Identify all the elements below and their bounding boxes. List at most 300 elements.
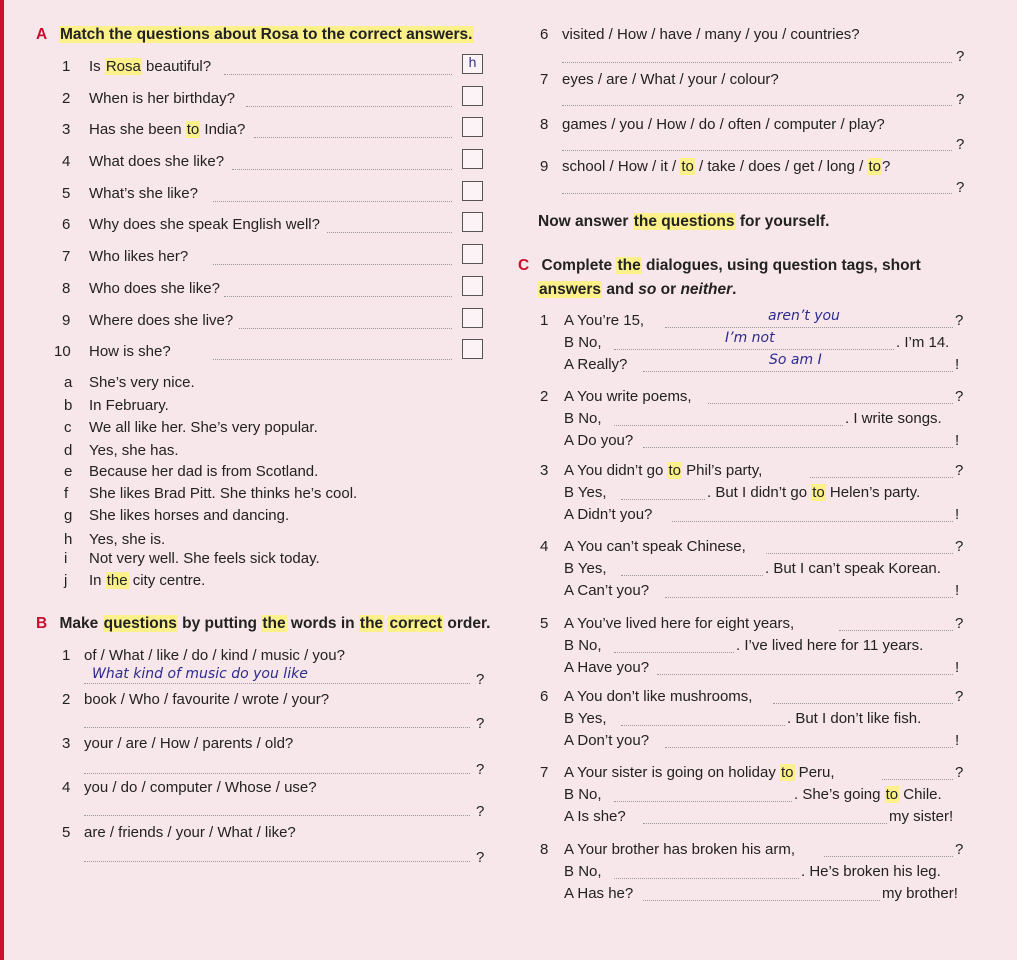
question-text [89,247,188,267]
highlight: the [106,572,128,589]
question-number [62,311,70,331]
item-number [540,25,548,45]
answer-box[interactable] [462,86,483,106]
answer-text [89,396,169,416]
dialogue-line [564,505,652,525]
dialogue-number [540,311,548,331]
now-answer-instruction: Now answer the questions for yourself. [538,213,830,230]
question-number: 4 [62,153,71,170]
dialogue-line [564,709,607,729]
section-a-heading [36,25,474,45]
dialogue-line [564,483,607,503]
speaker-label: A [564,582,574,599]
answer-dotted-line[interactable] [562,105,952,106]
text: We all like her. She’s very popular. [89,419,318,436]
text: city centre. [128,572,206,589]
dialogue-end [801,862,941,882]
text: 3 [62,735,71,752]
speaker-label: A [564,732,574,749]
dialogue-text: Helen’s party. [825,484,921,501]
question-mark [476,802,484,822]
text: ? [476,715,485,732]
dialogue-text: . He’s broken his leg. [801,863,941,880]
text: 5 [540,615,549,632]
question-number: 8 [62,280,71,297]
dialogue-text: Don’t you? [577,732,650,749]
question-number: 10 [54,343,71,360]
answer-dotted-line[interactable] [643,447,953,448]
dialogue-end [955,537,963,557]
question-text [89,279,220,299]
answer-box[interactable] [462,117,483,137]
text: India? [200,121,246,138]
dialogue-end [845,409,942,429]
dialogue-text: Your sister is going on holiday [577,764,780,781]
speaker-label: B [564,560,575,577]
text: book / Who / favourite / wrote / your? [84,691,330,708]
answer-dotted-line[interactable] [824,856,953,857]
highlight: to [781,764,794,781]
item-number [540,115,548,135]
answer-dotted-line[interactable] [614,652,734,653]
answer-box[interactable] [462,308,483,328]
answer-letter [64,462,72,482]
dialogue-text: ? [955,764,964,781]
text: Is [89,58,105,75]
speaker-label: A [564,506,574,523]
dialogue-number [540,614,548,634]
scrambled-prompt [562,115,885,135]
dialogue-text: You can’t speak Chinese, [577,538,746,555]
speaker-label: A [564,688,574,705]
answer-dotted-line[interactable] [621,575,763,576]
section-b-title: Make questions by putting the words in the correct order. [59,615,491,632]
answer-dotted-line[interactable] [84,861,470,862]
dialogue-text: No, [578,410,602,427]
answer-dotted-line[interactable] [254,137,452,138]
answer-text [89,462,318,482]
answer-dotted-line[interactable] [239,328,452,329]
dialogue-end [794,785,942,805]
text: 3 [540,462,549,479]
speaker-label: B [564,710,575,727]
answer-dotted-line[interactable] [621,499,705,500]
text: When is her birthday? [89,90,235,107]
question-mark [956,178,964,198]
answer-dotted-line[interactable] [84,683,470,684]
text: 8 [540,841,549,858]
answer-letter [64,549,67,569]
dialogue-end [955,687,963,707]
dialogue-text: ? [955,388,964,405]
highlight: to [681,158,694,175]
handwritten-answer: What kind of music do you like [92,666,308,682]
dialogue-line [564,614,794,634]
answer-text [89,506,289,526]
answer-box[interactable] [462,244,483,264]
answer-letter [64,484,68,504]
question-number: 7 [62,248,71,265]
speaker-label: A [564,388,574,405]
answer-dotted-line[interactable] [232,169,452,170]
dialogue-text: Has he? [577,885,634,902]
question-number [62,184,70,204]
dialogue-line [564,763,835,783]
dialogue-text: ? [955,538,964,555]
question-text [89,57,211,77]
answer-text [89,441,179,461]
question-mark [476,714,484,734]
text: 1 [540,312,549,329]
dialogue-text: Really? [577,356,628,373]
question-text [89,311,233,331]
dialogue-line [564,311,644,331]
text: What’s she like? [89,185,198,202]
dialogue-end [889,807,953,827]
dialogue-text: ! [955,582,960,599]
dialogue-line [564,840,795,860]
dialogue-line [564,731,649,751]
speaker-label: B [564,786,575,803]
section-c-title-line2: answers and so or neither. [539,281,737,298]
text: 2 [540,388,549,405]
answer-box[interactable] [462,276,483,296]
handwritten-answer [768,306,840,326]
answer-text [89,418,318,438]
text: ? [956,48,965,65]
speaker-label: A [564,615,574,632]
speaker-label: B [564,334,575,351]
text: 2 [62,691,71,708]
handwritten-answer [769,350,822,370]
answer-dotted-line[interactable] [614,801,792,802]
answer-letter: c [64,419,72,436]
dialogue-text: Phil’s party, [681,462,763,479]
dialogue-text: . I write songs. [845,410,942,427]
answer-dotted-line[interactable] [213,201,452,202]
question-mark [476,760,484,780]
handwritten-answer: So am I [769,352,822,368]
text: 8 [540,116,549,133]
question-mark [476,848,484,868]
question-number: 5 [62,185,71,202]
scrambled-prompt [562,70,779,90]
answer-dotted-line[interactable] [562,62,952,63]
question-mark [476,670,484,690]
answer-dotted-line[interactable] [621,725,785,726]
answer-letter [64,373,72,393]
text: In [89,572,106,589]
answer-dotted-line[interactable] [643,823,887,824]
answer-dotted-line[interactable] [665,597,953,598]
dialogue-text: Yes, [577,710,607,727]
answer-dotted-line[interactable] [614,425,843,426]
scrambled-prompt [84,734,293,754]
answer-dotted-line[interactable] [614,878,800,879]
answer-dotted-line[interactable] [665,747,953,748]
text: ? [476,761,485,778]
question-mark [956,135,964,155]
dialogue-end [955,731,959,751]
answer-dotted-line[interactable] [562,193,952,194]
question-number [62,215,70,235]
answer-dotted-line[interactable] [224,296,452,297]
answer-letter [64,441,72,461]
dialogue-text: . I’ve lived here for 11 years. [736,637,924,654]
text: Not very well. She feels sick today. [89,550,320,567]
text: / take / does / get / long / [694,158,868,175]
text: In February. [89,397,169,414]
answer-letter: g [64,507,73,524]
dialogue-text: . She’s going [794,786,885,803]
question-number [62,120,70,140]
text: Yes, she is. [89,531,166,548]
scrambled-prompt [562,25,860,45]
text: ? [956,179,965,196]
dialogue-text: ! [955,732,960,749]
section-c-letter: C [518,257,530,274]
question-number [62,152,70,172]
answer-dotted-line[interactable] [665,327,953,328]
text: What does she like? [89,153,225,170]
answer-dotted-line[interactable] [766,553,953,554]
question-text [89,184,198,204]
speaker-label: A [564,885,574,902]
answer-dotted-line[interactable] [614,349,895,350]
dialogue-text: No, [578,334,602,351]
answer-text [89,373,195,393]
answer-dotted-line[interactable] [84,773,470,774]
answer-text [89,549,320,569]
text: eyes / are / What / your / colour? [562,71,779,88]
answer-dotted-line[interactable] [224,74,452,75]
question-number: 6 [62,216,71,233]
text: She likes Brad Pitt. She thinks he’s cool. [89,485,358,502]
highlight: to [885,786,899,803]
scrambled-prompt [84,778,317,798]
dialogue-number [540,687,548,707]
dialogue-text: ! [955,356,960,373]
dialogue-text: No, [578,863,602,880]
answer-box[interactable] [462,339,483,359]
answer-letter: i [64,550,68,567]
answer-dotted-line[interactable] [657,674,952,675]
dialogue-text: You didn’t go [577,462,668,479]
handwritten-answer [725,328,775,348]
dialogue-text: ? [955,841,964,858]
text: 4 [540,538,549,555]
dialogue-end [955,461,963,481]
answer-dotted-line[interactable] [643,900,880,901]
dialogue-line [564,785,602,805]
dialogue-text: . But I don’t like fish. [787,710,922,727]
dialogue-text: . I’m 14. [896,334,950,351]
dialogue-number [540,461,548,481]
text: ? [882,158,891,175]
answer-letter [64,506,72,526]
text: 7 [540,764,549,781]
dialogue-end [955,763,963,783]
answer-letter: b [64,397,73,414]
answer-dotted-line[interactable] [562,150,952,151]
text: games / you / How / do / often / computer / play? [562,116,885,133]
speaker-label: A [564,659,574,676]
dialogue-line [564,409,602,429]
dialogue-text: Didn’t you? [577,506,653,523]
speaker-label: A [564,356,574,373]
answer-dotted-line[interactable] [84,815,470,816]
question-number [54,342,71,362]
scrambled-prompt [84,646,345,666]
item-number [540,157,548,177]
text: 6 [540,26,549,43]
question-number [62,89,70,109]
dialogue-text: You don’t like mushrooms, [577,688,753,705]
dialogue-text: my brother! [882,885,958,902]
dialogue-text: . But I didn’t go [707,484,812,501]
text: 9 [540,158,549,175]
item-number [62,690,70,710]
answer-letter [64,418,72,438]
question-mark [956,90,964,110]
answer-letter: h [64,531,73,548]
dialogue-line [564,636,602,656]
text: 4 [62,779,71,796]
text: She’s very nice. [89,374,195,391]
section-b-letter: B [36,615,48,632]
dialogue-number [540,537,548,557]
speaker-label: B [564,410,575,427]
question-number: 1 [62,58,71,75]
dialogue-line [564,387,692,407]
dialogue-line [564,687,752,707]
dialogue-text: You’re 15, [577,312,645,329]
question-text [89,89,235,109]
scrambled-prompt [84,690,329,710]
answer-dotted-line[interactable] [839,630,953,631]
dialogue-line [564,807,626,827]
question-number [62,279,70,299]
dialogue-text: ! [955,659,960,676]
answer-dotted-line[interactable] [708,403,953,404]
dialogue-end [707,483,920,503]
text: ? [956,136,965,153]
text: are / friends / your / What / like? [84,824,296,841]
dialogue-line [564,862,602,882]
speaker-label: B [564,863,575,880]
question-text [89,215,320,235]
question-text [89,152,224,172]
highlight: to [812,484,825,501]
answer-dotted-line[interactable] [643,371,953,372]
question-number [62,57,70,77]
answer-text [89,484,357,504]
speaker-label: B [564,484,575,501]
highlight: to [186,121,200,138]
answer-letter [64,571,67,591]
answer-dotted-line[interactable] [882,779,953,780]
text: your / are / How / parents / old? [84,735,294,752]
dialogue-end [955,355,959,375]
dialogue-text: ? [955,462,964,479]
dialogue-number [540,387,548,407]
speaker-label: A [564,764,574,781]
answer-dotted-line[interactable] [213,359,452,360]
text: How is she? [89,343,171,360]
dialogue-line [564,461,762,481]
answer-dotted-line[interactable] [773,703,952,704]
dialogue-text: ! [955,432,960,449]
dialogue-end [955,431,959,451]
dialogue-end [955,658,959,678]
text: ? [956,91,965,108]
dialogue-line [564,581,649,601]
dialogue-end [955,840,963,860]
dialogue-end [955,581,959,601]
answer-text [89,530,165,550]
answer-letter: j [64,572,68,589]
answer-box[interactable] [462,149,483,169]
dialogue-line [564,355,627,375]
dialogue-line [564,333,602,353]
dialogue-text: ! [955,506,960,523]
scrambled-prompt [84,823,296,843]
dialogue-end [765,559,941,579]
text: visited / How / have / many / you / countries? [562,26,860,43]
answer-letter: a [64,374,73,391]
section-b-heading [36,614,490,634]
dialogue-end [787,709,921,729]
scrambled-prompt [562,157,890,177]
answer-dotted-line[interactable] [213,264,452,265]
answer-letter [64,396,72,416]
text: Where does she live? [89,312,234,329]
dialogue-text: Have you? [577,659,650,676]
speaker-label: A [564,841,574,858]
answer-dotted-line[interactable] [672,521,953,522]
answer-box[interactable] [462,181,483,201]
dialogue-end [896,333,949,353]
dialogue-text: You’ve lived here for eight years, [577,615,795,632]
dialogue-line [564,431,633,451]
dialogue-text: Is she? [577,808,626,825]
dialogue-text: . But I can’t speak Korean. [765,560,941,577]
answer-dotted-line[interactable] [327,232,452,233]
answer-box[interactable]: h [462,54,483,74]
answer-dotted-line[interactable] [246,106,452,107]
item-number [62,734,70,754]
text: Who does she like? [89,280,220,297]
handwritten-answer [92,664,308,684]
text: ? [476,671,485,688]
text: of / What / like / do / kind / music / you? [84,647,345,664]
speaker-label: A [564,312,574,329]
answer-dotted-line[interactable] [810,477,953,478]
answer-dotted-line[interactable] [84,727,470,728]
answer-letter: d [64,442,73,459]
dialogue-text: Yes, [577,560,607,577]
text: Why does she speak English well? [89,216,320,233]
text: school / How / it / [562,158,681,175]
dialogue-text: Peru, [794,764,835,781]
section-c-title: Complete the dialogues, using question tags, short [541,257,921,274]
answer-box[interactable] [462,212,483,232]
text: beautiful? [141,58,212,75]
question-text [89,120,245,140]
section-a-letter: A [36,26,47,43]
speaker-label: B [564,637,575,654]
text: 7 [540,71,549,88]
